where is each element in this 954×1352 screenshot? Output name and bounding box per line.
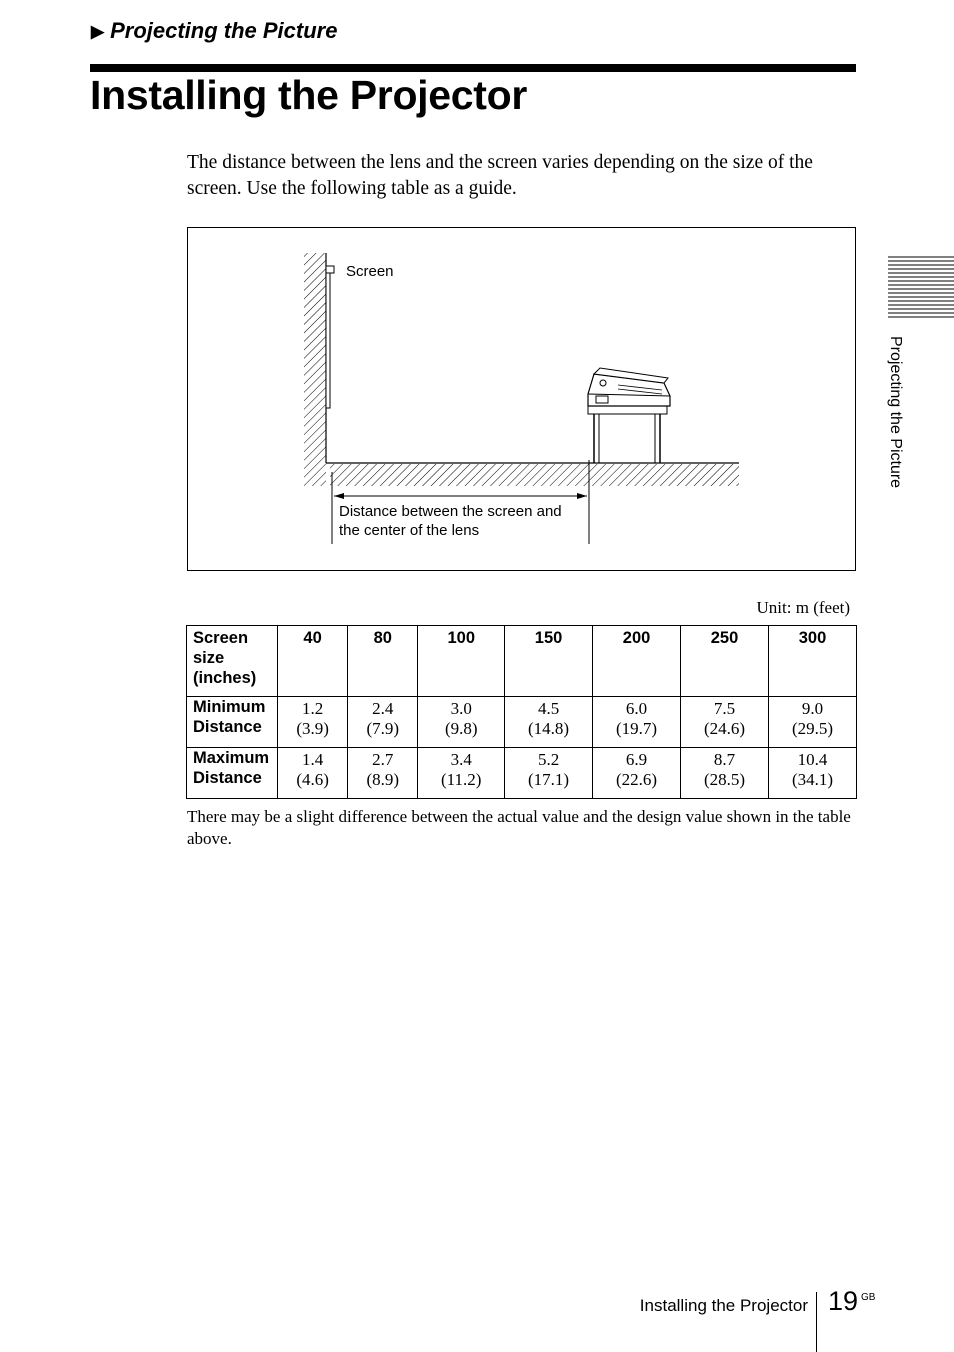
table-cell (681, 697, 769, 748)
row-header-line: Distance (193, 769, 262, 787)
table-stand (588, 406, 667, 463)
page-suffix: GB (861, 1292, 876, 1303)
row-header-line: Distance (193, 718, 262, 736)
table-row-maximum-distance (187, 748, 857, 799)
table-row-screen-size (187, 626, 857, 697)
table-cell (418, 697, 505, 748)
page-number: 19 (828, 1286, 859, 1316)
footer-divider (816, 1292, 817, 1352)
value-m: 1.2 (301, 699, 324, 718)
value-m: 10.4 (797, 750, 828, 769)
table-row-minimum-distance (187, 697, 857, 748)
wall-hatch (304, 253, 326, 486)
value-ft: (29.5) (791, 719, 834, 738)
value-m: 5.2 (537, 750, 560, 769)
row-header-line: Maximum (193, 749, 270, 767)
value-ft: (17.1) (528, 770, 570, 789)
column-header-250: 250 (681, 626, 769, 697)
column-header-300: 300 (768, 626, 856, 697)
screen-panel (326, 268, 330, 408)
table-cell (681, 748, 769, 799)
value-ft: (19.7) (615, 719, 658, 738)
value-m: 3.4 (450, 750, 472, 769)
installation-diagram (187, 227, 856, 571)
value-ft: (34.1) (791, 770, 834, 789)
table-cell (768, 748, 856, 799)
table-cell (348, 748, 418, 799)
value-ft: (14.8) (528, 719, 570, 738)
value-ft: (8.9) (366, 770, 400, 789)
distance-label (339, 502, 562, 540)
value-ft: (24.6) (703, 719, 746, 738)
distance-table (186, 625, 857, 799)
value-m: 1.4 (301, 750, 324, 769)
value-ft: (7.9) (366, 719, 400, 738)
row-header-line: size (193, 649, 225, 667)
value-m: 2.7 (372, 750, 394, 769)
side-tab-marker (888, 256, 954, 322)
value-ft: (9.8) (444, 719, 478, 738)
distance-label-line1: Distance between the screen and (339, 503, 562, 520)
screen-mount (326, 266, 334, 273)
intro-paragraph: The distance between the lens and the screen varies depending on the size of the screen. Use the following table as a guide. (187, 152, 813, 199)
table-cell (505, 748, 593, 799)
title-rule (90, 64, 856, 72)
row-header-line: (inches) (193, 669, 257, 687)
value-m: 6.0 (625, 699, 648, 718)
row-header-line: Screen (193, 629, 249, 647)
table-note: There may be a slight difference between the actual value and the design value shown in the table above. (187, 807, 851, 848)
row-header-minimum (187, 697, 278, 748)
column-header-150: 150 (505, 626, 593, 697)
row-header-maximum (187, 748, 278, 799)
value-m: 9.0 (801, 699, 824, 718)
unit-label: Unit: m (feet) (756, 598, 850, 617)
table-cell (418, 748, 505, 799)
value-ft: (3.9) (296, 719, 329, 738)
value-ft: (22.6) (615, 770, 658, 789)
footer-running-title: Installing the Projector (639, 1296, 808, 1315)
column-header-100: 100 (418, 626, 505, 697)
table-cell (278, 697, 348, 748)
distance-label-line2: the center of the lens (339, 522, 480, 539)
triangle-marker-icon: ▶ (91, 22, 105, 41)
value-m: 7.5 (713, 699, 736, 718)
value-m: 2.4 (372, 699, 394, 718)
table-cell (348, 697, 418, 748)
section-heading (91, 18, 337, 44)
value-m: 6.9 (625, 750, 648, 769)
value-m: 3.0 (450, 699, 472, 718)
row-header-screen-size (187, 626, 278, 697)
value-ft: (11.2) (441, 770, 482, 789)
value-ft: (28.5) (703, 770, 746, 789)
value-m: 8.7 (713, 750, 736, 769)
column-header-80: 80 (348, 626, 418, 697)
table-cell (593, 748, 681, 799)
value-ft: (4.6) (296, 770, 329, 789)
column-header-200: 200 (593, 626, 681, 697)
column-header-40: 40 (278, 626, 348, 697)
value-m: 4.5 (537, 699, 560, 718)
floor-hatch (330, 464, 739, 486)
screen-label: Screen (346, 263, 394, 280)
projector-icon (588, 368, 670, 406)
row-header-line: Minimum (193, 698, 266, 716)
table-cell (593, 697, 681, 748)
page-title: Installing the Projector (90, 72, 528, 118)
table-cell (768, 697, 856, 748)
table-cell (505, 697, 593, 748)
side-tab-label: Projecting the Picture (887, 336, 904, 489)
section-title: Projecting the Picture (110, 18, 338, 43)
table-cell (278, 748, 348, 799)
